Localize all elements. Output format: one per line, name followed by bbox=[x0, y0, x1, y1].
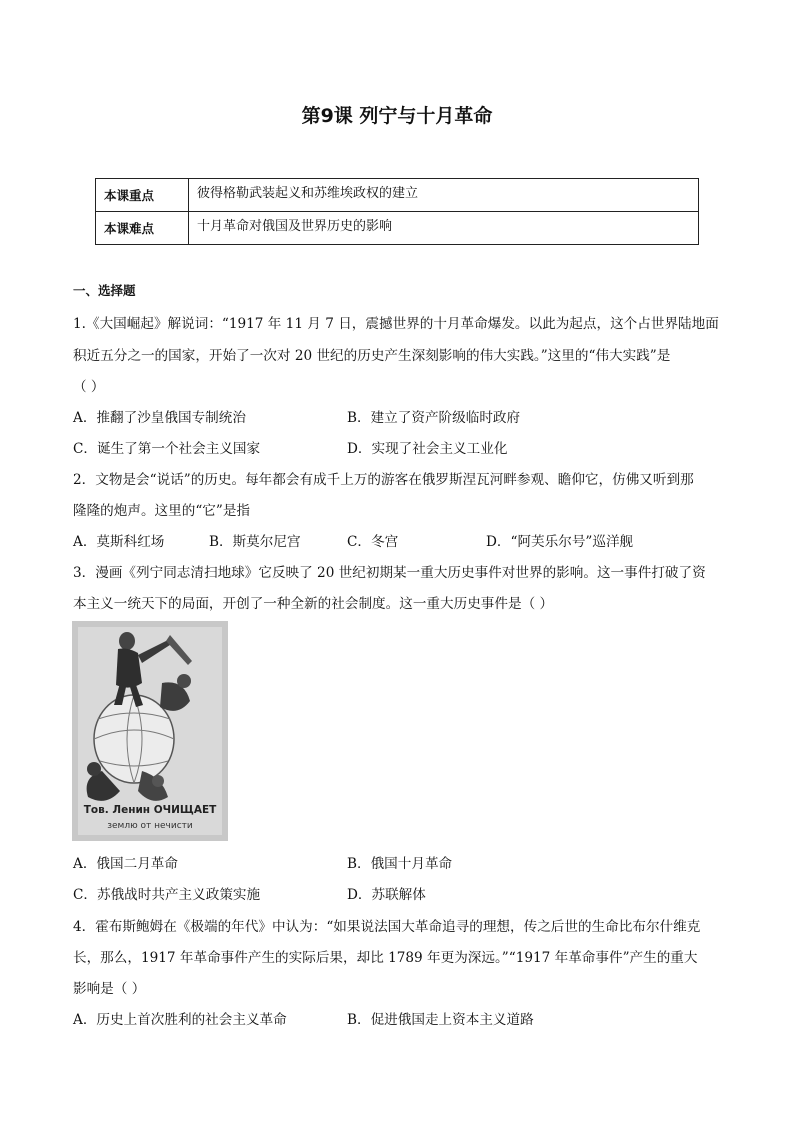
question-2-line-1: 2．文物是会“说话”的历史。每年都会有成千上万的游客在俄罗斯涅瓦河畔参观、瞻仰它，仿佛又听到那 bbox=[73, 472, 694, 488]
question-2-line-2: 隆隆的炮声。这里的“它”是指 bbox=[73, 503, 251, 519]
question-3-option-b: B．俄国十月革命 bbox=[347, 856, 453, 872]
section-heading: 一、选择题 bbox=[73, 283, 136, 298]
question-2-option-d: D．“阿芙乐尔号”巡洋舰 bbox=[486, 534, 634, 550]
question-3-option-c: C．苏俄战时共产主义政策实施 bbox=[73, 887, 261, 903]
question-4-line-1: 4．霍布斯鲍姆在《极端的年代》中认为：“如果说法国大革命追寻的理想，传之后世的生命比布尔什维克 bbox=[73, 919, 701, 935]
question-1-line-1: 1.《大国崛起》解说词：“1917 年 11 月 7 日，震撼世界的十月革命爆发。以此为起点，这个占世界陆地面 bbox=[73, 316, 719, 332]
focus-value: 彼得格勒武装起义和苏维埃政权的建立 bbox=[189, 179, 699, 212]
question-3-line-1: 3．漫画《列宁同志清扫地球》它反映了 20 世纪初期某一重大历史事件对世界的影响。这一事件打破了资 bbox=[73, 565, 706, 581]
table-row bbox=[96, 212, 699, 245]
question-4-option-b: B．促进俄国走上资本主义道路 bbox=[347, 1012, 534, 1028]
question-1-option-b: B．建立了资产阶级临时政府 bbox=[347, 410, 521, 426]
question-1-line-2: 积近五分之一的国家，开始了一次对 20 世纪的历史产生深刻影响的伟大实践。”这里的“伟大实践”是 bbox=[73, 348, 671, 364]
focus-key: 本课重点 bbox=[96, 179, 189, 212]
cartoon-caption-1: Тов. Ленин ОЧИЩАЕТ bbox=[83, 804, 217, 816]
difficulty-key: 本课难点 bbox=[96, 212, 189, 245]
question-1-option-c: C．诞生了第一个社会主义国家 bbox=[73, 441, 261, 457]
difficulty-value: 十月革命对俄国及世界历史的影响 bbox=[189, 212, 699, 245]
lenin-cartoon-image bbox=[72, 621, 228, 841]
question-2-option-c: C．冬宫 bbox=[347, 534, 399, 550]
table-row bbox=[96, 179, 699, 212]
question-1-line-3: （ ） bbox=[73, 379, 105, 395]
question-2-option-b: B．斯莫尔尼宫 bbox=[209, 534, 301, 550]
question-2-option-a: A．莫斯科红场 bbox=[73, 534, 165, 550]
lesson-focus-table bbox=[95, 178, 699, 245]
question-3-line-2: 本主义一统天下的局面，开创了一种全新的社会制度。这一重大历史事件是（ ） bbox=[73, 596, 554, 612]
question-4-option-a: A．历史上首次胜利的社会主义革命 bbox=[73, 1012, 287, 1028]
question-1-option-a: A．推翻了沙皇俄国专制统治 bbox=[73, 410, 246, 426]
question-1-option-d: D．实现了社会主义工业化 bbox=[347, 441, 508, 457]
question-3-option-d: D．苏联解体 bbox=[347, 887, 426, 903]
question-4-line-2: 长，那么，1917 年革命事件产生的实际后果，却比 1789 年更为深远。”“1917 年革命事件”产生的重大 bbox=[73, 950, 698, 966]
question-4-line-3: 影响是（ ） bbox=[73, 981, 146, 997]
question-3-option-a: A．俄国二月革命 bbox=[73, 856, 178, 872]
page-title: 第9课 列宁与十月革命 bbox=[301, 105, 493, 127]
cartoon-caption-2: землю от нечисти bbox=[107, 821, 193, 831]
